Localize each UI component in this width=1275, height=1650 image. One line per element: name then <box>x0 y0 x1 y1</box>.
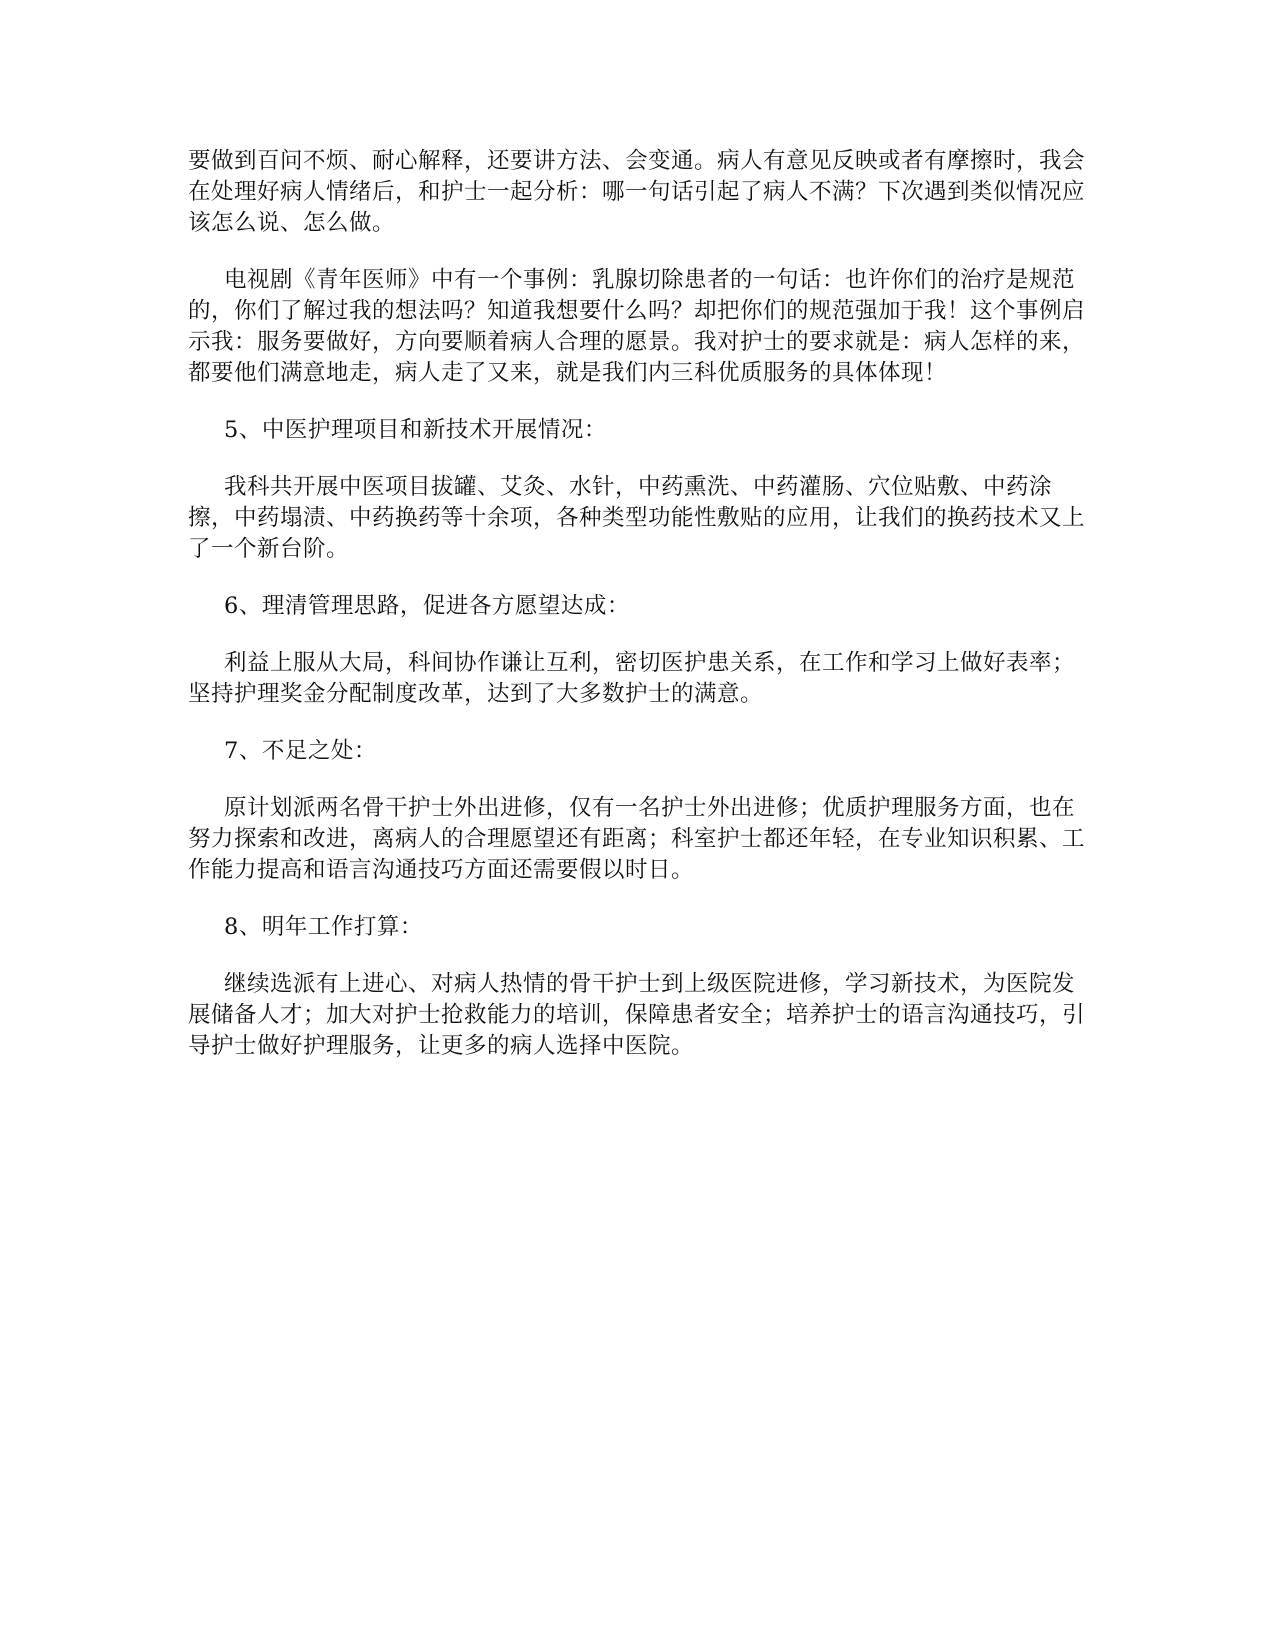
paragraph-service-attitude: 要做到百问不烦、耐心解释，还要讲方法、会变通。病人有意见反映或者有摩擦时，我会在处理好病人情绪后，和护士一起分析：哪一句话引起了病人不满？下次遇到类似情况应该怎么说、怎么做。 <box>188 148 1086 236</box>
heading-section-7: 7、不足之处： <box>224 738 377 764</box>
paragraph-shortcomings: 原计划派两名骨干护士外出进修，仅有一名护士外出进修；优质护理服务方面，也在努力探索和改进，离病人的合理愿望还有距离；科室护士都还年轻，在专业知识积累、工作能力提高和语言沟通技巧方面还需要假以时日。 <box>188 795 1086 883</box>
heading-section-8: 8、明年工作打算： <box>224 914 423 940</box>
paragraph-management: 利益上服从大局，科间协作谦让互利，密切医护患关系，在工作和学习上做好表率；坚持护理奖金分配制度改革，达到了大多数护士的满意。 <box>188 650 1076 707</box>
paragraph-tv-drama-example: 电视剧《青年医师》中有一个事例：乳腺切除患者的一句话：也许你们的治疗是规范的，你们了解过我的想法吗？知道我想要什么吗？却把你们的规范强加于我！这个事例启示我：服务要做好，方向要顺着病人合理的愿景。我对护士的要求就是：病人怎样的来，都要他们满意地走，病人走了又来，就是我们内三科优质服务的具体体现！ <box>188 267 1086 386</box>
heading-section-5: 5、中医护理项目和新技术开展情况： <box>224 417 607 443</box>
heading-section-6: 6、理清管理思路，促进各方愿望达成： <box>224 593 630 619</box>
paragraph-tcm-projects: 我科共开展中医项目拔罐、艾灸、水针，中药熏洗、中药灌肠、穴位贴敷、中药涂擦，中药塌渍、中药换药等十余项，各种类型功能性敷贴的应用，让我们的换药技术又上了一个新台阶。 <box>188 474 1086 562</box>
paragraph-next-year-plan: 继续选派有上进心、对病人热情的骨干护士到上级医院进修，学习新技术，为医院发展储备人才；加大对护士抢救能力的培训，保障患者安全；培养护士的语言沟通技巧，引导护士做好护理服务，让更多的病人选择中医院。 <box>188 971 1086 1059</box>
document-body <box>188 146 1093 1088</box>
